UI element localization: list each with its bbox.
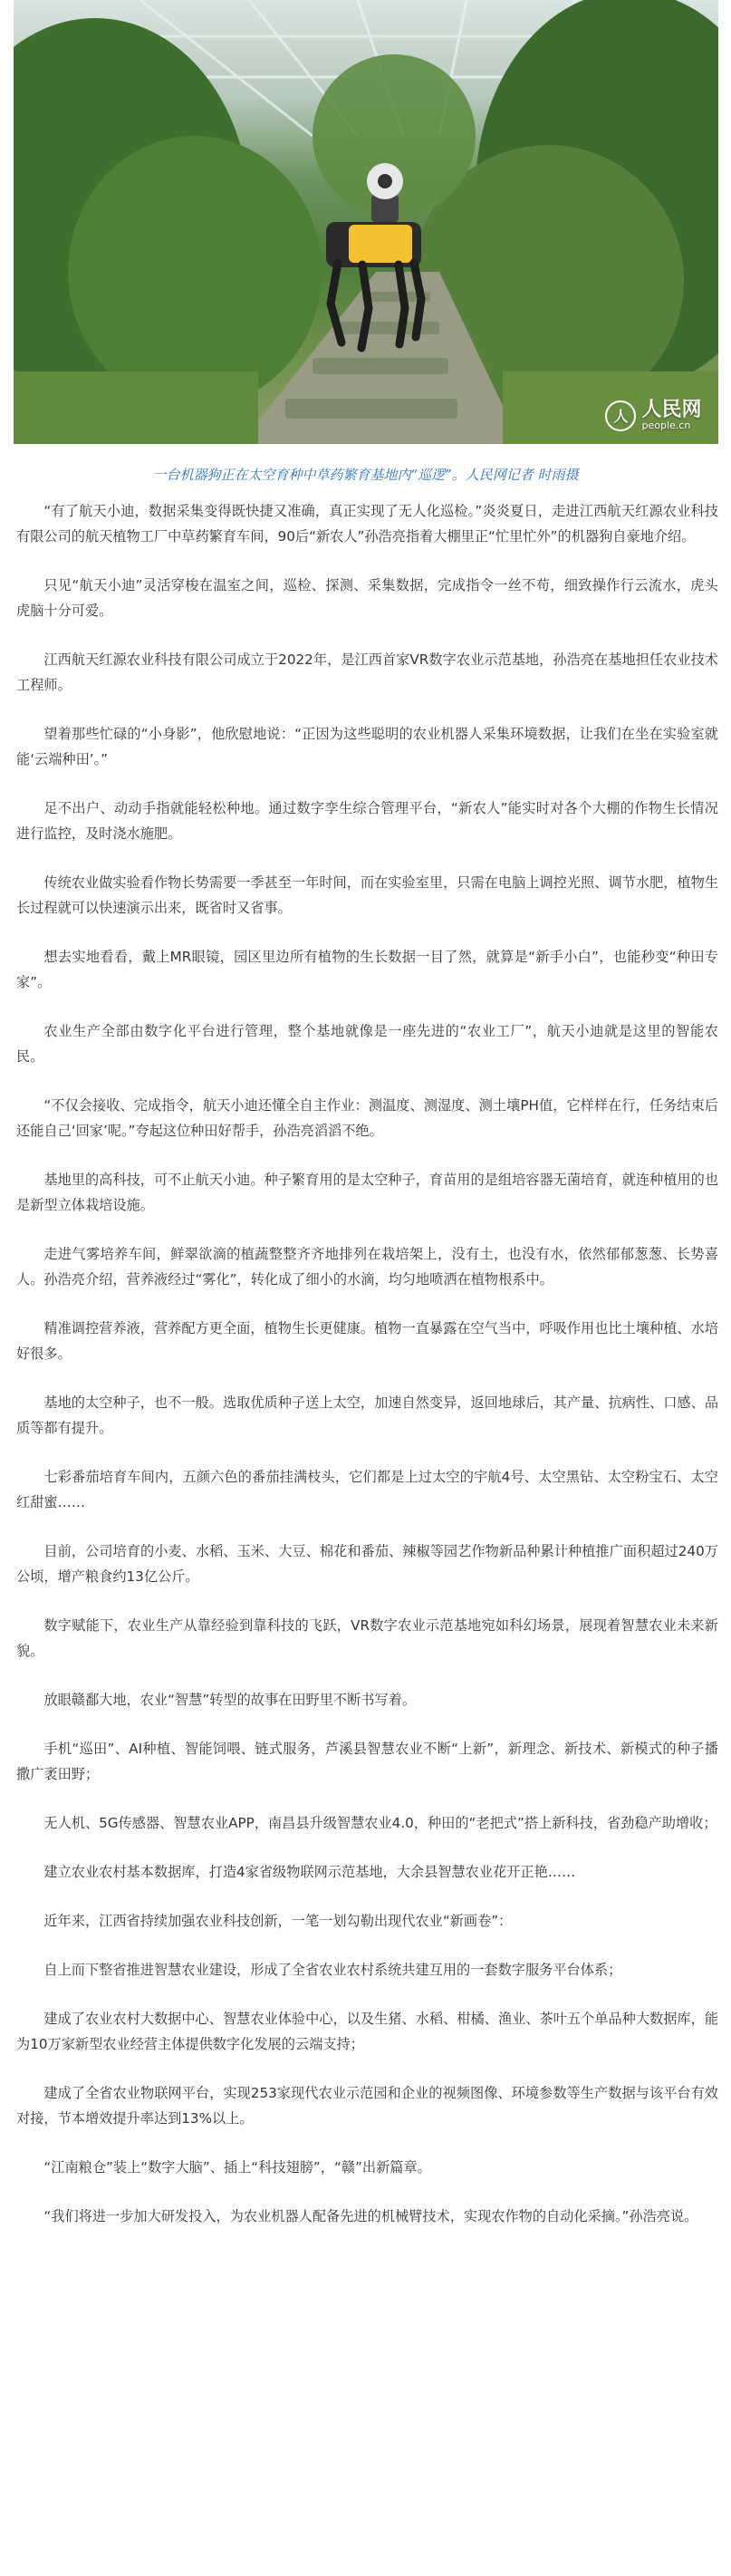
article-paragraph: 建成了全省农业物联网平台，实现253家现代农业示范园和企业的视频图像、环境参数等生产数据与该平台有效对接，节本增效提升率达到13%以上。 [16, 2085, 718, 2127]
article-paragraph: 近年来，江西省持续加强农业科技创新，一笔一划勾勒出现代农业“新画卷”： [43, 1913, 513, 1929]
watermark-cn: 人民网 [641, 398, 702, 422]
article-paragraph: 足不出户、动动手指就能轻松种地。通过数字孪生综合管理平台，“新农人”能实时对各个大棚的作物生长情况进行监控，及时浇水施肥。 [16, 800, 718, 842]
article-paragraph: 自上而下整省推进智慧农业建设，形成了全省农业农村系统共建互用的一套数字服务平台体系； [43, 1962, 622, 1978]
article-paragraph: “江南粮仓”装上“数字大脑”、插上“科技翅膀”，“赣”出新篇章。 [43, 2159, 431, 2176]
article-paragraph: 农业生产全部由数字化平台进行管理，整个基地就像是一座先进的“农业工厂”，航天小迪就是这里的智能农民。 [16, 1023, 718, 1065]
article-paragraph: “我们将进一步加大研发投入，为农业机器人配备先进的机械臂技术，实现农作物的自动化采摘。”孙浩亮说。 [43, 2208, 698, 2224]
article-photo [14, 0, 718, 444]
article-paragraph: 基地的太空种子，也不一般。选取优质种子送上太空，加速自然变异，返回地球后，其产量、抗病性、口感、品质等都有提升。 [16, 1394, 718, 1436]
people-cn-logo-icon: 人 [605, 400, 636, 431]
article-paragraph: 无人机、5G传感器、智慧农业APP，南昌县升级智慧农业4.0，种田的“老把式”搭上新科技，省劲稳产助增收； [43, 1815, 717, 1831]
photo-caption: 一台机器狗正在太空育种中草药繁育基地内“巡逻”。人民网记者 时雨摄 [152, 467, 579, 483]
article-paragraph: 只见“航天小迪”灵活穿梭在温室之间，巡检、探测、采集数据，完成指令一丝不苟，细致操作行云流水，虎头虎脑十分可爱。 [16, 577, 718, 619]
article-paragraph: 望着那些忙碌的“小身影”，他欣慰地说：“正因为这些聪明的农业机器人采集环境数据，让我们在坐在实验室就能‘云端种田’。” [16, 726, 718, 767]
watermark-en: people.cn [641, 420, 691, 432]
article-paragraph: 目前，公司培育的小麦、水稻、玉米、大豆、棉花和番茄、辣椒等园艺作物新品种累计种植推广面积超过240万公顷，增产粮食约13亿公斤。 [16, 1543, 718, 1585]
article-body [0, 498, 731, 2229]
article-paragraph: 放眼赣鄱大地，农业“智慧”转型的故事在田野里不断书写着。 [43, 1692, 417, 1708]
article-paragraph: “不仅会接收、完成指令，航天小迪还懂全自主作业：测温度、测湿度、测土壤PH值，它样样在行，任务结束后还能自己‘回家’呢。”夸起这位种田好帮手，孙浩亮滔滔不绝。 [16, 1097, 718, 1139]
article-paragraph: 建成了农业农村大数据中心、智慧农业体验中心，以及生猪、水稻、柑橘、渔业、茶叶五个单品种大数据库，能为10万家新型农业经营主体提供数字化发展的云端支持； [16, 2011, 718, 2052]
article-paragraph: 江西航天红源农业科技有限公司成立于2022年，是江西首家VR数字农业示范基地，孙浩亮在基地担任农业技术工程师。 [16, 651, 718, 693]
article-paragraph: 想去实地看看，戴上MR眼镜，园区里边所有植物的生长数据一目了然，就算是“新手小白”，也能秒变“种田专家”。 [16, 949, 718, 990]
greenhouse-scene-illustration [14, 0, 718, 444]
article-paragraph: 建立农业农村基本数据库，打造4家省级物联网示范基地，大余县智慧农业花开正艳…… [43, 1864, 576, 1880]
article-paragraph: 走进气雾培养车间，鲜翠欲滴的植蔬整整齐齐地排列在栽培架上，没有土，也没有水，依然郁郁葱葱、长势喜人。孙浩亮介绍，营养液经过“雾化”，转化成了细小的水滴，均匀地喷洒在植物根系中。 [16, 1246, 718, 1288]
article-paragraph: 数字赋能下，农业生产从靠经验到靠科技的飞跃，VR数字农业示范基地宛如科幻场景，展现着智慧农业未来新貌。 [16, 1617, 718, 1659]
article-paragraph: 七彩番茄培育车间内，五颜六色的番茄挂满枝头，它们都是上过太空的宇航4号、太空黑钻、太空粉宝石、太空红甜蜜…… [16, 1469, 718, 1510]
article-paragraph: 手机“巡田”、AI种植、智能饲喂、链式服务，芦溪县智慧农业不断“上新”，新理念、新技术、新模式的种子播撒广袤田野； [16, 1741, 718, 1782]
article-paragraph: “有了航天小迪，数据采集变得既快捷又准确，真正实现了无人化巡检。”炎炎夏日，走进江西航天红源农业科技有限公司的航天植物工厂中草药繁育车间，90后“新农人”孙浩亮指着大棚里正“忙里忙外”的机器狗自豪地介绍。 [16, 503, 718, 545]
people-cn-watermark [605, 400, 701, 431]
article-paragraph: 精准调控营养液，营养配方更全面，植物生长更健康。植物一直暴露在空气当中，呼吸作用也比土壤种植、水培好很多。 [16, 1320, 718, 1362]
article-paragraph: 传统农业做实验看作物长势需要一季甚至一年时间，而在实验室里，只需在电脑上调控光照、调节水肥，植物生长过程就可以快速演示出来，既省时又省事。 [16, 874, 718, 916]
article-paragraph: 基地里的高科技，可不止航天小迪。种子繁育用的是太空种子，育苗用的是组培容器无菌培育，就连种植用的也是新型立体栽培设施。 [16, 1172, 718, 1213]
